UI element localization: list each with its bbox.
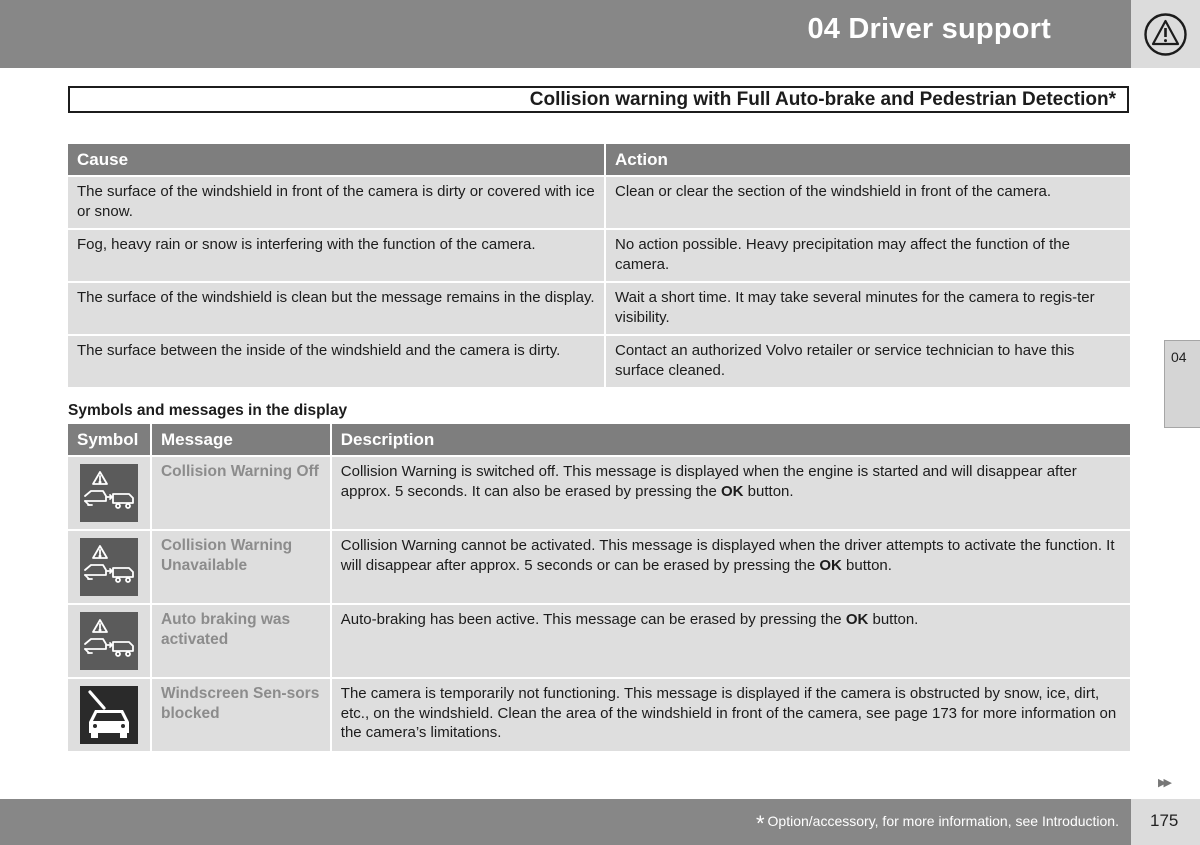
footnote-star: * [755,811,765,836]
footer-bar [0,799,1131,845]
windscreen-sensor-blocked-icon [80,686,138,744]
symbols-messages-table [66,422,1132,753]
symbols-heading: Symbols and messages in the display [68,402,348,419]
chapter-side-tab-label: 04 [1171,349,1187,365]
double-arrow-right-icon[interactable]: ▶▶ [1158,777,1169,789]
message-cell: Windscreen Sen-sors blocked [152,679,330,751]
chapter-title: 04 Driver support [807,13,1051,45]
page-number: 175 [1150,811,1179,830]
symbol-cell [68,531,150,603]
footnote [756,811,1119,837]
action-cell: No action possible. Heavy precipitation may affect the function of the camera. [606,230,1130,281]
table-row [68,230,1130,281]
section-title: Collision warning with Full Auto-brake and Pedestrian Detection* [529,89,1116,110]
cause-cell: The surface between the inside of the windshield and the camera is dirty. [68,336,604,387]
collision-warning-icon [80,612,138,670]
message-cell: Auto braking was activated [152,605,330,677]
section-title-box [68,86,1129,113]
description-cell: Collision Warning is switched off. This message is displayed when the engine is started and will disappear after approx. 5 seconds. It can also be erased by pressing the OK button. [332,457,1130,529]
symbol-cell [68,679,150,751]
cause-cell: The surface of the windshield is clean but the message remains in the display. [68,283,604,334]
description-cell: Collision Warning cannot be activated. This message is displayed when the driver attempts to activate the function. It will disappear after approx. 5 seconds or can be erased by pressing the OK button. [332,531,1130,603]
table-row [68,283,1130,334]
symbol-column-header: Symbol [68,424,150,455]
table-row [68,177,1130,228]
cause-action-table [66,142,1132,389]
action-cell: Contact an authorized Volvo retailer or service technician to have this surface cleaned. [606,336,1130,387]
message-column-header: Message [152,424,330,455]
collision-warning-icon [80,538,138,596]
message-cell: Collision Warning Unavailable [152,531,330,603]
warning-triangle-icon [1143,12,1188,57]
footnote-text: Option/accessory, for more information, see Introduction. [767,813,1119,829]
cause-cell: The surface of the windshield in front of the camera is dirty or covered with ice or snow. [68,177,604,228]
table-header-row [68,424,1130,455]
action-column-header: Action [606,144,1130,175]
table-row [68,531,1130,603]
cause-column-header: Cause [68,144,604,175]
action-cell: Clean or clear the section of the windshield in front of the camera. [606,177,1130,228]
table-row [68,605,1130,677]
chapter-side-tab[interactable] [1164,340,1200,428]
collision-warning-icon [80,464,138,522]
table-row [68,679,1130,751]
page-number-box [1131,799,1200,845]
message-cell: Collision Warning Off [152,457,330,529]
table-header-row [68,144,1130,175]
action-cell: Wait a short time. It may take several minutes for the camera to regis-ter visibility. [606,283,1130,334]
table-row [68,336,1130,387]
chapter-icon-box [1131,0,1200,68]
cause-cell: Fog, heavy rain or snow is interfering with the function of the camera. [68,230,604,281]
description-cell: The camera is temporarily not functioning. This message is displayed if the camera is obstructed by snow, ice, dirt, etc., on the windshield. Clean the area of the windshield in front of the camera, see page 173 for more information on the camera’s limitations. [332,679,1130,751]
description-column-header: Description [332,424,1130,455]
symbol-cell [68,605,150,677]
symbol-cell [68,457,150,529]
table-row [68,457,1130,529]
description-cell: Auto-braking has been active. This message can be erased by pressing the OK button. [332,605,1130,677]
chapter-header-bar [0,0,1131,68]
